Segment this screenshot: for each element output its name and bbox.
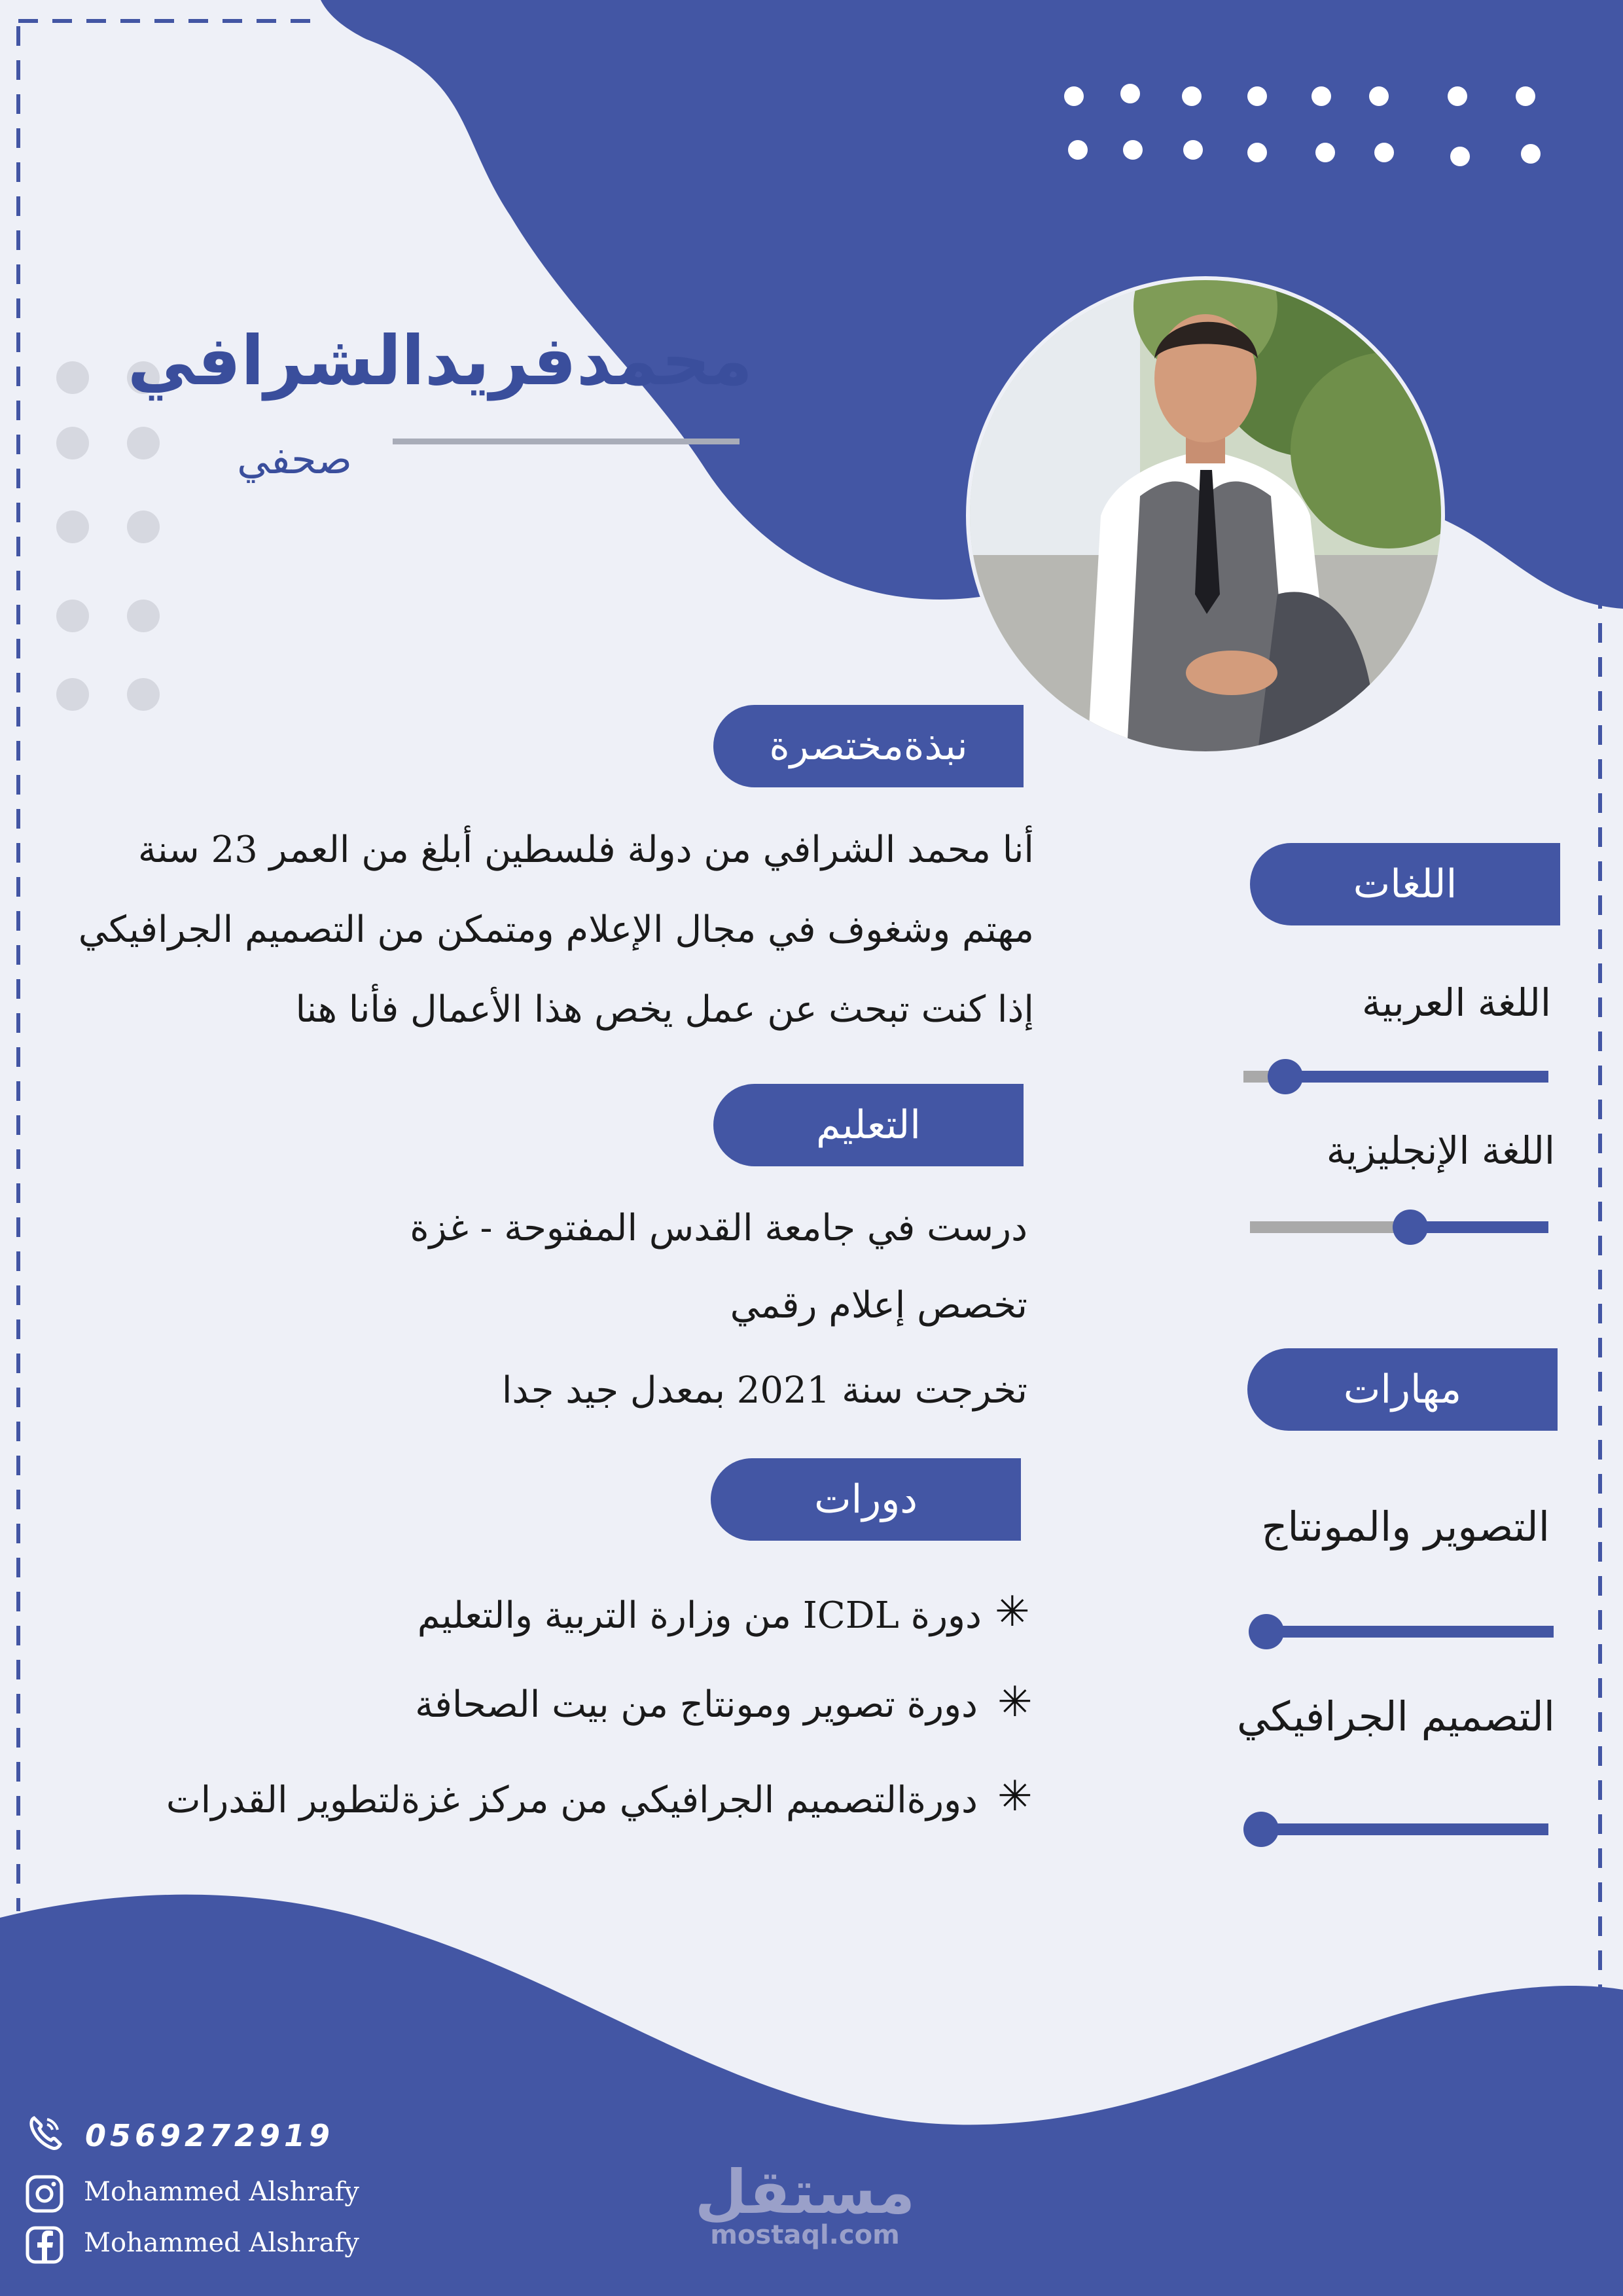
language-arabic-label: اللغة العربية	[1361, 980, 1551, 1025]
skills-heading: مهارات	[1247, 1348, 1558, 1431]
facebook-icon	[24, 2224, 65, 2266]
bullet-icon: ✳	[997, 1678, 1033, 1727]
skill-graphic-design-label: التصميم الجرافيكي	[1237, 1693, 1555, 1740]
bullet-icon: ✳	[995, 1588, 1030, 1636]
language-english-label: اللغة الإنجليزية	[1326, 1128, 1555, 1173]
languages-heading: اللغات	[1250, 843, 1560, 925]
education-line-3: تخرجت سنة 2021 بمعدل جيد جدا	[501, 1369, 1027, 1412]
level-bar-knob	[1268, 1059, 1303, 1094]
phone-icon	[25, 2113, 64, 2152]
name-underline	[393, 439, 740, 444]
bullet-icon: ✳	[997, 1772, 1033, 1821]
skill-photo-montage-label: التصوير والمونتاج	[1261, 1503, 1550, 1551]
course-item-3: دورةالتصميم الجرافيكي من مركز غزةلتطوير القدرات	[166, 1779, 978, 1821]
level-bar-fill	[1274, 1071, 1548, 1083]
about-line-1: أنا محمد الشرافي من دولة فلسطين أبلغ من العمر 23 سنة	[137, 829, 1034, 871]
level-bar-fill	[1255, 1626, 1554, 1638]
about-line-3: إذا كنت تبحث عن عمل يخص هذا الأعمال فأنا هنا	[295, 988, 1034, 1031]
course-item-1: دورة ICDL من وزارة التربية والتعليم	[417, 1594, 982, 1637]
facebook-handle[interactable]: Mohammed Alshrafy	[84, 2228, 359, 2258]
level-bar-knob	[1249, 1614, 1284, 1649]
phone-number[interactable]: 0569272919	[85, 2118, 334, 2153]
level-bar-knob	[1243, 1812, 1279, 1847]
courses-heading: دورات	[711, 1458, 1021, 1541]
watermark-latin: mostaql.com	[710, 2220, 900, 2250]
portrait-illustration	[970, 280, 1441, 751]
portrait-photo	[966, 276, 1445, 755]
instagram-handle[interactable]: Mohammed Alshrafy	[84, 2177, 359, 2207]
watermark-arabic: مستقل	[694, 2157, 916, 2227]
instagram-icon	[24, 2173, 65, 2215]
education-heading: التعليم	[713, 1084, 1024, 1166]
level-bar-knob	[1393, 1210, 1428, 1245]
course-item-2: دورة تصوير ومونتاج من بيت الصحافة	[415, 1683, 978, 1726]
about-line-2: مهتم وشغوف في مجال الإعلام ومتمكن من التصميم الجرافيكي	[78, 908, 1034, 951]
person-name: محمدفريدالشرافي	[127, 321, 753, 401]
job-title: صحفي	[237, 435, 352, 483]
education-line-2: تخصص إعلام رقمي	[730, 1284, 1027, 1327]
level-bar-fill	[1250, 1823, 1548, 1835]
about-heading: نبذةمختصرة	[713, 705, 1024, 787]
education-line-1: درست في جامعة القدس المفتوحة - غزة	[410, 1207, 1027, 1249]
